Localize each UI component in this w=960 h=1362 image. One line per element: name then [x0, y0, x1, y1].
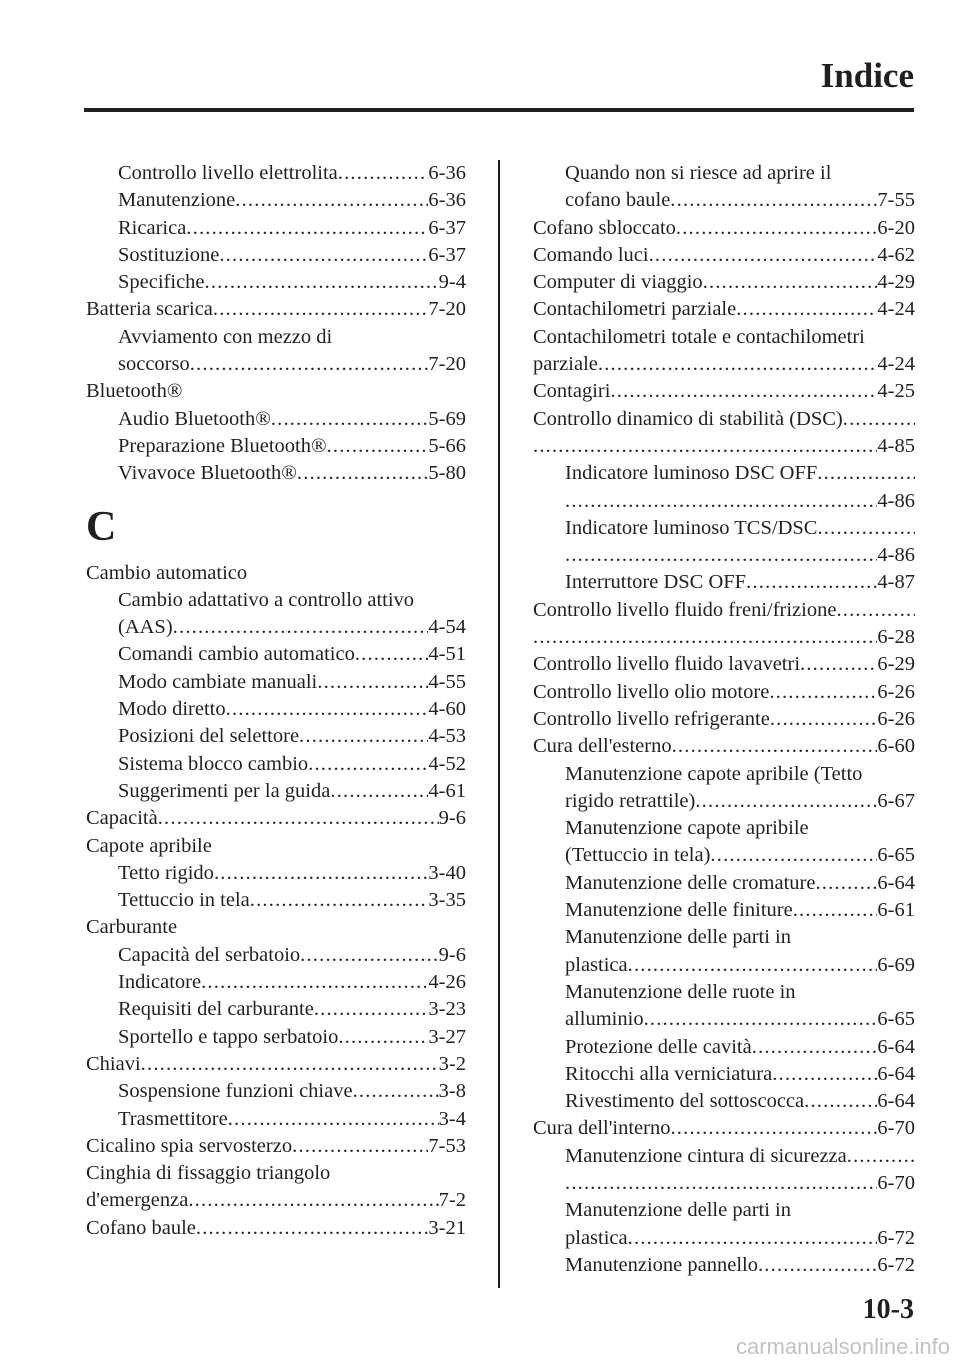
index-entry-page: 6-26 [877, 680, 915, 703]
dot-leader [158, 805, 439, 832]
dot-leader [695, 788, 877, 815]
watermark: carmanualsonline.info [735, 1334, 950, 1359]
dot-leader [219, 242, 428, 269]
section-letter-c: C [86, 503, 117, 550]
index-entry-text: Manutenzione delle finiture [565, 899, 793, 922]
dot-leader [228, 1106, 439, 1133]
index-entry-text: alluminio [565, 1008, 644, 1031]
index-entry [533, 1061, 915, 1088]
index-entry-page: 3-4 [438, 1107, 466, 1130]
index-entry [86, 996, 466, 1023]
index-entry-page: 4-25 [877, 380, 915, 403]
index-entry-text: rigido retrattile) [565, 789, 696, 812]
index-entry-text: Manutenzione cintura di sicurezza [565, 1144, 847, 1167]
dot-leader [565, 1170, 877, 1197]
index-entry: Bluetooth® [86, 380, 183, 403]
index-entry [533, 187, 915, 214]
dot-leader [201, 969, 428, 996]
index-entry-text: (AAS) [118, 616, 173, 639]
index-entry [533, 1252, 915, 1279]
index-entry-text: (Tettuccio in tela) [565, 844, 711, 867]
index-entry [533, 542, 915, 569]
dot-leader [299, 723, 428, 750]
index-entry-page: 4-51 [428, 643, 466, 666]
index-entry [86, 805, 466, 832]
dot-leader [793, 897, 878, 924]
dot-leader [628, 1225, 878, 1252]
dot-leader [173, 614, 429, 641]
index-entry-text: Sistema blocco cambio [118, 752, 309, 775]
dot-leader [610, 378, 877, 405]
index-entry [533, 569, 915, 596]
dot-leader [186, 215, 428, 242]
index-entry-text: plastica [565, 1226, 628, 1249]
index-entry-page: 4-53 [428, 725, 466, 748]
index-entry [533, 488, 915, 515]
index-entry-page: 3-23 [428, 998, 466, 1021]
dot-leader [226, 696, 429, 723]
index-entry-page: 6-65 [877, 1008, 915, 1031]
index-entry-text: Modo diretto [118, 698, 226, 721]
index-entry: Quando non si riesce ad aprire il [565, 162, 832, 184]
index-entry-page: 9-6 [438, 807, 466, 830]
index-entry-page: 6-61 [877, 899, 915, 922]
index-entry: Cinghia di fissaggio triangolo [86, 1162, 331, 1185]
index-entry-page: 3-8 [438, 1080, 466, 1103]
dot-leader [843, 406, 915, 433]
index-entry-page: 4-54 [428, 616, 466, 639]
index-entry-text: Posizioni del selettore [118, 725, 300, 748]
index-entry [86, 460, 466, 487]
index-entry-page: 7-55 [877, 189, 915, 212]
index-column-left [86, 160, 466, 1242]
dot-leader [250, 887, 429, 914]
dot-leader [271, 406, 429, 433]
dot-leader [355, 641, 429, 668]
index-entry-text: Sportello e tappo serbatoio [118, 1025, 339, 1048]
index-entry-page: 6-72 [877, 1253, 915, 1276]
index-entry-page: 4-86 [877, 544, 915, 567]
index-entry [533, 870, 915, 897]
index-entry-page: 6-64 [877, 1062, 915, 1085]
index-entry-text: Cofano sbloccato [533, 216, 676, 239]
dot-leader [676, 215, 878, 242]
index-entry-text: Vivavoce Bluetooth® [118, 462, 297, 485]
index-column-right [533, 160, 915, 1279]
index-entry [86, 751, 466, 778]
index-entry-page: 5-66 [428, 434, 466, 457]
index-entry-text: Chiavi [86, 1052, 141, 1075]
index-entry: Manutenzione delle parti in [565, 926, 791, 949]
index-entry-text: Comando luci [533, 243, 649, 266]
index-entry-text: Protezione delle cavità [565, 1035, 752, 1058]
index-entry [86, 669, 466, 696]
index-entry [533, 1170, 915, 1197]
index-entry [533, 433, 915, 460]
index-entry-page: 6-65 [877, 844, 915, 867]
index-entry [533, 351, 915, 378]
index-entry: Contachilometri totale e contachilometri [533, 325, 865, 348]
index-entry-page: 9-6 [438, 943, 466, 966]
index-entry-page: 4-62 [877, 243, 915, 266]
index-entry-page: 3-27 [428, 1025, 466, 1048]
index-entry [86, 269, 466, 296]
index-entry-page: 6-60 [877, 735, 915, 758]
index-entry-page: 4-24 [877, 353, 915, 376]
dot-leader [235, 187, 428, 214]
index-entry-page: 6-64 [877, 1090, 915, 1113]
dot-leader [644, 1006, 878, 1033]
dot-leader [317, 669, 428, 696]
index-entry [86, 1106, 466, 1133]
index-entry-text: parziale [533, 353, 598, 376]
left-entries-b [86, 560, 466, 1242]
dot-leader [196, 1215, 429, 1242]
dot-leader [628, 952, 878, 979]
index-entry-page: 4-24 [877, 298, 915, 321]
index-entry-text: Capacità [86, 807, 158, 830]
index-entry [86, 296, 466, 323]
dot-leader [817, 460, 915, 487]
index-entry-text: Audio Bluetooth® [118, 407, 271, 430]
index-entry-page: 7-2 [438, 1189, 466, 1212]
dot-leader [327, 433, 429, 460]
index-entry: Avviamento con mezzo di [118, 325, 333, 348]
index-entry [533, 1006, 915, 1033]
dot-leader [598, 351, 878, 378]
index-entry-page: 6-37 [428, 243, 466, 266]
index-entry-page: 6-70 [877, 1117, 915, 1140]
dot-leader [533, 624, 877, 651]
index-entry [86, 1078, 466, 1105]
index-entry-text: Trasmettitore [118, 1107, 228, 1130]
index-entry-page: 7-20 [428, 353, 466, 376]
index-entry-text: Cofano baule [86, 1216, 196, 1239]
index-entry [533, 1225, 915, 1252]
index-entry-page: 3-2 [438, 1052, 466, 1075]
index-entry-page: 6-36 [428, 162, 466, 184]
dot-leader [836, 597, 915, 624]
dot-leader [670, 187, 877, 214]
index-entry-text: Interruttore DSC OFF [565, 571, 747, 594]
dot-leader [141, 1051, 439, 1078]
dot-leader [314, 996, 429, 1023]
index-entry-page: 6-69 [877, 953, 915, 976]
dot-leader [770, 706, 878, 733]
index-entry-text: cofano baule [565, 189, 671, 212]
index-entry [533, 679, 915, 706]
index-entry-page: 3-40 [428, 861, 466, 884]
index-entry [86, 433, 466, 460]
index-entry-text: Contachilometri parziale [533, 298, 737, 321]
index-entry-text: Ritocchi alla verniciatura [565, 1062, 773, 1085]
index-entry-text: Manutenzione delle cromature [565, 871, 816, 894]
index-entry-text: Sostituzione [118, 243, 220, 266]
index-entry-text: Batteria scarica [86, 298, 213, 321]
dot-leader [649, 242, 878, 269]
index-entry-text: d'emergenza [86, 1189, 189, 1212]
dot-leader [353, 1078, 439, 1105]
dot-leader [330, 778, 428, 805]
index-entry: Cambio automatico [86, 561, 248, 584]
index-entry [86, 641, 466, 668]
index-entry-text: soccorso [118, 353, 190, 376]
index-entry-page: 3-21 [428, 1216, 466, 1239]
dot-leader [300, 942, 439, 969]
dot-leader [772, 1061, 877, 1088]
index-entry-page: 6-37 [428, 216, 466, 239]
dot-leader [308, 751, 428, 778]
index-entry-page: 5-69 [428, 407, 466, 430]
index-entry-page: 5-80 [428, 462, 466, 485]
dot-leader [703, 269, 878, 296]
index-entry: Cambio adattativo a controllo attivo [118, 588, 415, 611]
index-entry-text: Modo cambiate manuali [118, 670, 318, 693]
index-entry [533, 1115, 915, 1142]
left-entries-a [86, 160, 466, 488]
index-entry-page: 6-29 [877, 653, 915, 676]
index-entry-page: 4-55 [428, 670, 466, 693]
index-entry-text: Sospensione funzioni chiave [118, 1080, 353, 1103]
index-entry [86, 696, 466, 723]
index-entry: Capote apribile [86, 834, 212, 857]
index-entry-page: 3-35 [428, 889, 466, 912]
index-entry [533, 651, 915, 678]
index-entry-page: 6-20 [877, 216, 915, 239]
index-entry: Manutenzione delle parti in [565, 1199, 791, 1222]
index-entry-text: Cura dell'esterno [533, 735, 672, 758]
dot-leader [338, 1024, 428, 1051]
index-entry [533, 215, 915, 242]
index-entry-page: 6-64 [877, 871, 915, 894]
index-entry-text: Requisiti del carburante [118, 998, 314, 1021]
dot-leader [817, 515, 915, 542]
index-entry-page: 4-29 [877, 271, 915, 294]
index-entry-text: Capacità del serbatoio [118, 943, 301, 966]
index-entry-text: Indicatore [118, 971, 202, 994]
index-entry [86, 160, 466, 187]
index-entry [533, 1034, 915, 1061]
dot-leader [847, 1143, 915, 1170]
index-entry [86, 860, 466, 887]
index-entry [86, 215, 466, 242]
dot-leader [769, 679, 877, 706]
index-entry [86, 242, 466, 269]
index-entry-text: Tetto rigido [118, 861, 214, 884]
index-entry-page: 4-60 [428, 698, 466, 721]
page-title: Indice [820, 56, 914, 95]
index-entry [533, 1143, 915, 1170]
index-entry-text: Preparazione Bluetooth® [118, 434, 327, 457]
dot-leader [752, 1034, 878, 1061]
dot-leader [758, 1252, 877, 1279]
index-entry [533, 624, 915, 651]
dot-leader [565, 542, 877, 569]
index-entry-page: 9-4 [438, 271, 466, 294]
index-entry: Manutenzione delle ruote in [565, 980, 796, 1003]
index-entry-text: Contagiri [533, 380, 611, 403]
index-entry [86, 942, 466, 969]
index-entry [533, 242, 915, 269]
dot-leader [190, 351, 429, 378]
index-entry [86, 969, 466, 996]
index-entry-text: Computer di viaggio [533, 271, 703, 294]
index-entry-page: 6-64 [877, 1035, 915, 1058]
index-entry [533, 1088, 915, 1115]
dot-leader [297, 460, 429, 487]
dot-leader [214, 860, 428, 887]
index-entry-text: Specifiche [118, 271, 205, 294]
right-entries [533, 160, 915, 1279]
index-entry [533, 406, 915, 433]
index-entry-page: 4-26 [428, 971, 466, 994]
index-entry [533, 842, 915, 869]
index-entry-page: 7-20 [428, 298, 466, 321]
dot-leader [565, 488, 877, 515]
index-entry [533, 378, 915, 405]
dot-leader [804, 1088, 877, 1115]
index-entry-page: 4-85 [877, 434, 915, 457]
dot-leader [815, 870, 877, 897]
index-entry-page: 6-28 [877, 626, 915, 649]
index-entry-page: 6-67 [877, 789, 915, 812]
index-entry-text: Controllo livello fluido freni/frizione [533, 598, 837, 621]
dot-leader [670, 1115, 877, 1142]
index-entry [86, 614, 466, 641]
dot-leader [710, 842, 877, 869]
dot-leader [205, 269, 439, 296]
index-entry: Manutenzione capote apribile (Tetto [565, 762, 863, 785]
dot-leader [800, 651, 877, 678]
column-divider [498, 160, 500, 1288]
dot-leader [188, 1187, 438, 1214]
index-entry [533, 460, 915, 487]
index-entry-page: 7-53 [428, 1134, 466, 1157]
index-entry-page: 4-87 [877, 571, 915, 594]
index-entry-text: Cura dell'interno [533, 1117, 671, 1140]
index-entry-page: 4-86 [877, 489, 915, 512]
dot-leader [746, 569, 877, 596]
index-entry [86, 778, 466, 805]
dot-leader [292, 1133, 428, 1160]
index-entry [86, 187, 466, 214]
index-entry [86, 351, 466, 378]
dot-leader [533, 433, 877, 460]
index-entry: Carburante [86, 916, 178, 939]
index-entry-page: 4-52 [428, 752, 466, 775]
index-entry-page: 6-36 [428, 189, 466, 212]
dot-leader [736, 296, 877, 323]
index-entry-page: 6-70 [877, 1171, 915, 1194]
index-entry-page: 6-26 [877, 707, 915, 730]
index-entry [533, 952, 915, 979]
dot-leader [213, 296, 429, 323]
index-entry-text: Controllo livello elettrolita [118, 162, 338, 184]
index-entry [533, 515, 915, 542]
index-entry-text: Ricarica [118, 216, 187, 239]
index-entry-text: Manutenzione pannello [565, 1253, 758, 1276]
index-entry-page: 6-72 [877, 1226, 915, 1249]
index-entry [86, 406, 466, 433]
index-entry [86, 1133, 466, 1160]
index-entry-text: Indicatore luminoso DSC OFF [565, 462, 818, 485]
index-entry-text: Tettuccio in tela [118, 889, 250, 912]
index-entry-text: Cicalino spia servosterzo [86, 1134, 293, 1157]
index-entry: Manutenzione capote apribile [565, 817, 809, 840]
index-entry [86, 1187, 466, 1214]
index-entry [86, 1051, 466, 1078]
index-entry [533, 897, 915, 924]
index-entry-text: plastica [565, 953, 628, 976]
index-entry [86, 887, 466, 914]
dot-leader [338, 160, 429, 187]
header-rule [84, 108, 914, 112]
index-entry [533, 269, 915, 296]
index-entry-text: Controllo livello refrigerante [533, 707, 770, 730]
page-number: 10-3 [862, 1294, 914, 1325]
index-entry-text: Indicatore luminoso TCS/DSC [565, 516, 818, 539]
index-entry-text: Controllo dinamico di stabilità (DSC) [533, 407, 843, 430]
dot-leader [672, 733, 878, 760]
index-entry-text: Suggerimenti per la guida [118, 779, 331, 802]
index-entry [533, 788, 915, 815]
index-entry [86, 723, 466, 750]
index-entry [533, 733, 915, 760]
index-entry-text: Controllo livello fluido lavavetri [533, 653, 801, 676]
index-entry [533, 296, 915, 323]
index-entry [533, 597, 915, 624]
index-entry-text: Rivestimento del sottoscocca [565, 1090, 805, 1113]
index-entry-page: 4-61 [428, 779, 466, 802]
index-entry-text: Comandi cambio automatico [118, 643, 355, 666]
index-entry [86, 1024, 466, 1051]
index-entry-text: Controllo livello olio motore [533, 680, 770, 703]
index-entry [533, 706, 915, 733]
index-entry-text: Manutenzione [118, 189, 236, 212]
index-entry [86, 1215, 466, 1242]
